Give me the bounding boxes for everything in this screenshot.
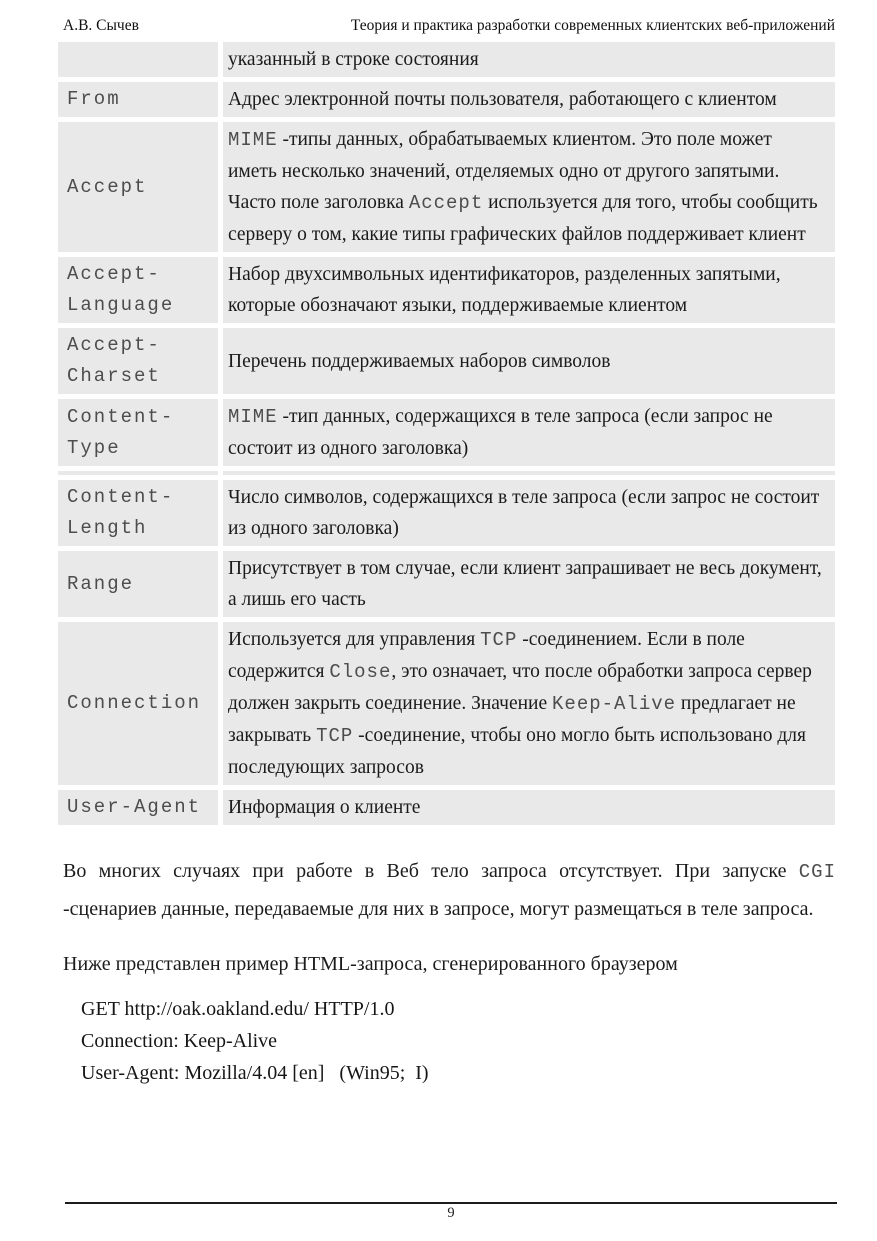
header-description-text: Информация о клиенте <box>228 797 421 818</box>
header-description-cell <box>223 471 835 475</box>
header-description-text: Адрес электронной почты пользователя, работающего с клиентом <box>228 89 777 110</box>
header-description-text: Используется для управления TCP -соединением. Если в поле содержится Close, это означает, что после обработки запроса сервер должен закрыть соединение. Значение Keep-Alive предлагает не закрывать TCP -соединение, чтобы оно могло быть использовано для последующих запросов <box>228 629 812 778</box>
header-description-cell <box>223 480 835 546</box>
header-name-cell: Accept-Language <box>58 257 218 323</box>
header-description-text: Число символов, содержащихся в теле запроса (если запрос не состоит из одного заголовка) <box>228 487 820 539</box>
table-row <box>58 82 835 117</box>
inline-code: Close <box>329 661 392 683</box>
header-name-cell: Accept <box>58 122 218 252</box>
table-row <box>58 122 835 252</box>
inline-code: TCP <box>316 725 354 747</box>
header-name-cell <box>58 42 218 77</box>
request-line: GET http://oak.oakland.edu/ HTTP/1.0 <box>81 998 395 1020</box>
running-head <box>58 16 835 35</box>
header-description-cell <box>223 399 835 466</box>
request-line: Connection: Keep-Alive <box>81 1030 278 1052</box>
inline-code: MIME <box>228 406 278 428</box>
header-description-text: MIME -типы данных, обрабатываемых клиентом. Это поле может иметь несколько значений, отделяемых одно от другого запятыми. Часто поле заголовка Accept используется для того, чтобы сообщить серверу о том, какие типы графических файлов поддерживает клиент <box>228 129 818 245</box>
header-description-text: Перечень поддерживаемых наборов символов <box>228 350 611 372</box>
footer-rule <box>65 1202 837 1222</box>
table-row <box>58 399 835 466</box>
table-row <box>58 480 835 546</box>
http-headers-table <box>58 42 835 825</box>
table-row <box>58 551 835 617</box>
inline-code: TCP <box>480 629 518 651</box>
paragraph-example-intro: Ниже представлен пример HTML-запроса, сгенерированного браузером <box>63 953 678 975</box>
header-description-cell <box>223 257 835 323</box>
header-description-text: MIME -тип данных, содержащихся в теле запроса (если запрос не состоит из одного заголовка) <box>228 406 773 459</box>
header-description-cell <box>223 790 835 825</box>
inline-code: CGI <box>798 861 836 883</box>
running-head-author: А.В. Сычев <box>63 17 139 34</box>
request-line: User-Agent: Mozilla/4.04 [en] (Win95; I) <box>81 1062 429 1084</box>
header-description-text: Присутствует в том случае, если клиент запрашивает не весь документ, а лишь его часть <box>228 558 822 610</box>
table-row <box>58 471 835 475</box>
header-description-cell <box>223 42 835 77</box>
header-description-text: Набор двухсимвольных идентификаторов, разделенных запятыми, которые обозначают языки, поддерживаемые клиентом <box>228 264 781 316</box>
header-description-cell <box>223 622 835 785</box>
header-name-cell: Range <box>58 551 218 617</box>
inline-code: Keep-Alive <box>552 693 677 715</box>
header-name-cell: Content-Length <box>58 480 218 546</box>
running-head-title: Теория и практика разработки современных клиентских веб-приложений <box>350 17 835 34</box>
header-description-cell <box>223 82 835 117</box>
table-row <box>58 790 835 825</box>
header-name-cell: From <box>58 82 218 117</box>
table-row <box>58 42 835 77</box>
header-description-cell <box>223 122 835 252</box>
header-description-cell <box>223 328 835 394</box>
header-description-text: указанный в строке состояния <box>228 49 479 70</box>
header-name-cell: Content-Type <box>58 399 218 466</box>
paragraph-request-body-note: Во многих случаях при работе в Веб тело запроса отсутствует. При запуске CGI -сценариев данные, передаваемые для них в запросе, могут размещаться в теле запроса. <box>63 860 836 920</box>
header-description-cell <box>223 551 835 617</box>
page-number: 9 <box>447 1205 455 1221</box>
table-row <box>58 622 835 785</box>
header-name-cell: Connection <box>58 622 218 785</box>
table-row <box>58 257 835 323</box>
http-request-example <box>58 993 835 1089</box>
inline-code: Accept <box>408 192 484 214</box>
header-name-cell: Accept-Charset <box>58 328 218 394</box>
table-row <box>58 328 835 394</box>
inline-code: MIME <box>228 129 278 151</box>
header-name-cell <box>58 471 218 475</box>
header-name-cell: User-Agent <box>58 790 218 825</box>
